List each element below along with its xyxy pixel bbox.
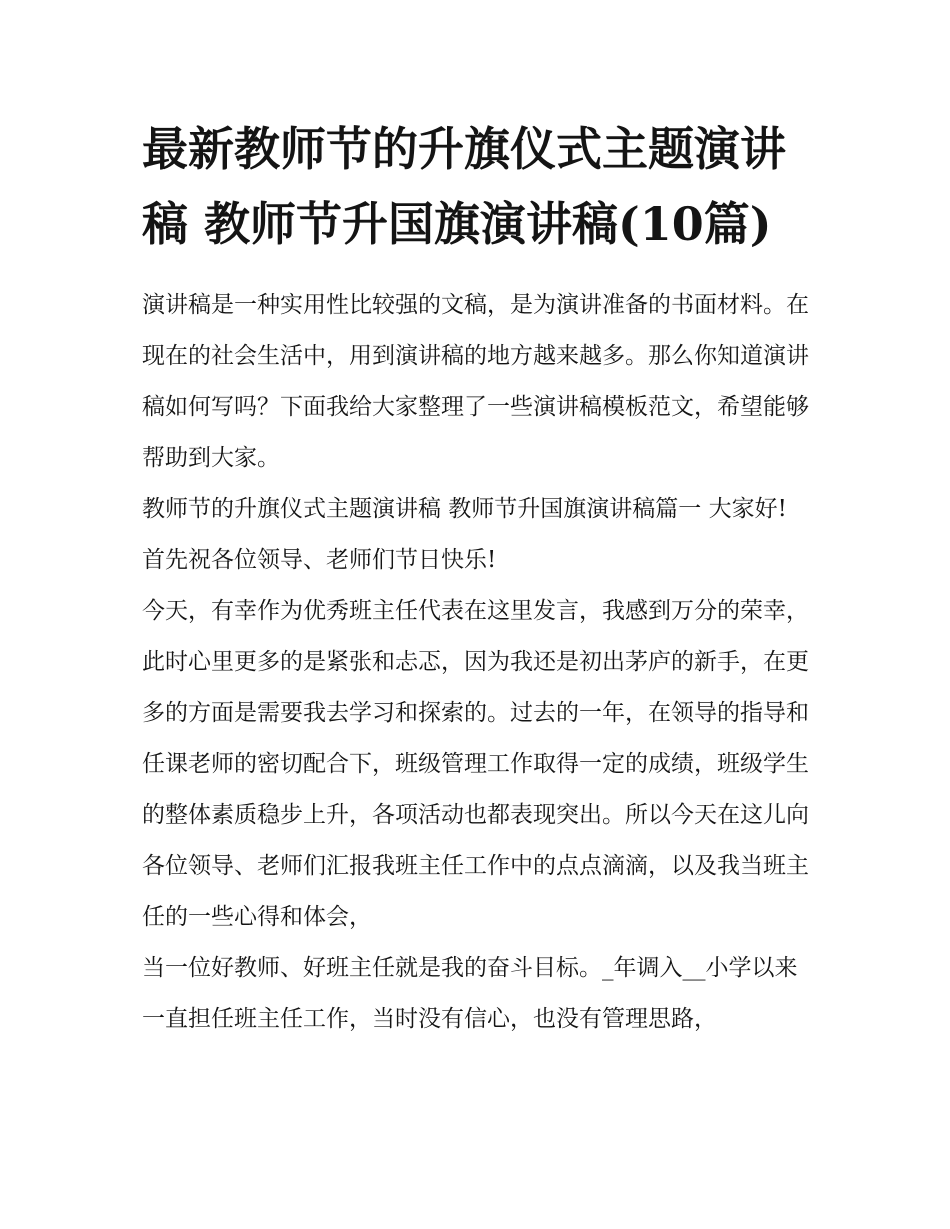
document-body <box>142 112 814 1045</box>
paragraph-speech-body: 今天，有幸作为优秀班主任代表在这里发言，我感到万分的荣幸，此时心里更多的是紧张和忐忑，因为我还是初出茅庐的新手，在更多的方面是需要我去学习和探索的。过去的一年，在领导的指导和任课老师的密切配合下，班级管理工作取得一定的成绩，班级学生的整体素质稳步上升，各项活动也都表现突出。所以今天在这儿向各位领导、老师们汇报我班主任工作中的点点滴滴，以及我当班主任的一些心得和体会， <box>142 598 809 930</box>
paragraph-greeting: 教师节的升旗仪式主题演讲稿 教师节升国旗演讲稿篇一 大家好! 首先祝各位领导、老师们节日快乐! <box>142 496 787 573</box>
paragraph-goal: 当一位好教师、好班主任就是我的奋斗目标。_年调入__小学以来一直担任班主任工作，当时没有信心，也没有管理思路， <box>142 955 798 1032</box>
document-title: 最新教师节的升旗仪式主题演讲稿 教师节升国旗演讲稿(10篇) <box>142 122 786 251</box>
paragraph-intro: 演讲稿是一种实用性比较强的文稿，是为演讲准备的书面材料。在现在的社会生活中，用到演讲稿的地方越来越多。那么你知道演讲稿如何写吗？下面我给大家整理了一些演讲稿模板范文，希望能够帮助到大家。 <box>142 292 809 471</box>
